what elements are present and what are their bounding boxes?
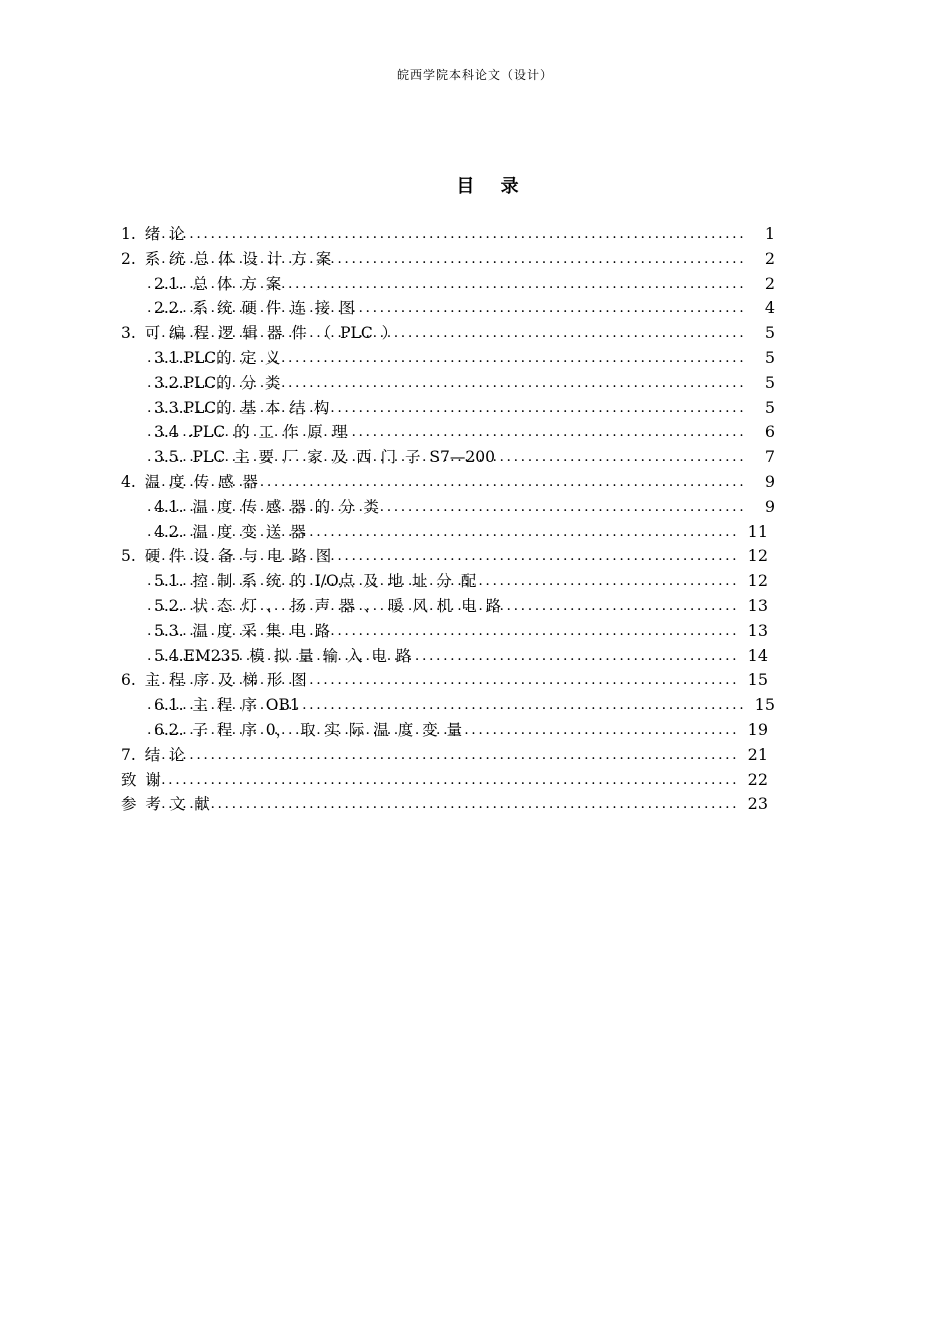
toc-entry-page: 7 [745,445,775,470]
toc-entry-label: 3.2.PLC的 分 类 [154,371,287,396]
toc-entry-label: 6. 主 程 序 及 梯 形 图 [121,668,313,693]
toc-entry-label: 5.3. 温 度 采 集 电 路 [154,619,336,644]
toc-entry[interactable] [121,792,781,817]
toc-entry[interactable] [121,569,781,594]
toc-entry-page: 14 [738,644,768,669]
toc-entry[interactable] [121,346,781,371]
toc-dot-leader [147,495,747,520]
toc-entry[interactable] [121,321,781,346]
toc-dot-leader [147,346,747,371]
toc-entry-label: 4.2. 温 度 变 送 器 [154,520,312,545]
toc-entry-label: 3.1.PLC的 定 义 [154,346,287,371]
page-header: 皖西学院本科论文（设计） [396,68,553,82]
toc-entry-label: 3.4 .PLC 的 工 作 原 理 [154,420,353,445]
toc-dot-leader [147,396,747,421]
toc-dot-leader [147,768,747,793]
toc-entry[interactable] [121,768,781,793]
toc-entry-label: 1. 绪 论 [121,222,191,247]
toc-entry-page: 15 [738,668,768,693]
toc-dot-leader [147,792,747,817]
toc-entry[interactable] [121,445,781,470]
toc-entry-page: 21 [738,743,768,768]
toc-entry-page: 12 [738,569,768,594]
toc-entry[interactable] [121,371,781,396]
toc-entry[interactable] [121,644,781,669]
toc-entry-label: 4. 温 度 传 感 器 [121,470,264,495]
toc-entry-label: 7. 结 论 [121,743,191,768]
toc-entry-page: 6 [745,420,775,445]
toc-entry[interactable] [121,222,781,247]
toc-entry-label: 2. 系 统 总 体 设 计 方 案 [121,247,337,272]
toc-dot-leader [147,668,747,693]
toc-entry-page: 2 [745,247,775,272]
toc-entry-label: 3. 可 编 程 逻 辑 器 件 （ PLC ） [121,321,403,346]
toc-entry-page: 9 [745,495,775,520]
toc-entry[interactable] [121,619,781,644]
table-of-contents [121,222,781,817]
toc-entry-label: 5.2. 状 态 灯 、 扬 声 器 、 暖 风 机 电 路 [154,594,507,619]
toc-entry-label: 致 谢 [121,768,167,793]
toc-entry-page: 13 [738,594,768,619]
toc-dot-leader [147,420,747,445]
toc-entry[interactable] [121,520,781,545]
toc-entry-page: 9 [745,470,775,495]
toc-dot-leader [147,371,747,396]
toc-dot-leader [147,718,747,743]
toc-entry-page: 23 [738,792,768,817]
toc-entry-label: 2.1. 总 体 方 案 [154,272,287,297]
toc-entry-page: 13 [738,619,768,644]
toc-entry-label: 参 考 文 献 [121,792,216,817]
toc-entry-page: 5 [745,346,775,371]
toc-entry[interactable] [121,420,781,445]
toc-entry-page: 4 [745,296,775,321]
toc-dot-leader [147,569,747,594]
toc-entry-label: 6.1. 主 程 序 OB1 [154,693,306,718]
toc-entry-label: 3.5. PLC 主 要 厂 家 及 西 门 子 S7—200 [154,445,501,470]
toc-entry[interactable] [121,718,781,743]
toc-dot-leader [147,222,747,247]
toc-entry-page: 5 [745,371,775,396]
toc-entry-page: 5 [745,396,775,421]
toc-dot-leader [147,644,747,669]
toc-dot-leader [147,520,747,545]
toc-dot-leader [147,693,747,718]
toc-dot-leader [147,743,747,768]
toc-dot-leader [147,296,747,321]
toc-entry[interactable] [121,247,781,272]
toc-dot-leader [147,272,747,297]
toc-entry-page: 2 [745,272,775,297]
toc-dot-leader [147,619,747,644]
toc-entry-label: 3.3.PLC的 基 本 结 构 [154,396,335,421]
toc-entry-label: 5.1. 控 制 系 统 的 I/O点 及 地 址 分 配 [154,569,482,594]
toc-entry-label: 6.2. 子 程 序 0， 取 实 际 温 度 变 量 [154,718,468,743]
toc-entry[interactable] [121,668,781,693]
toc-entry[interactable] [121,296,781,321]
toc-entry-page: 19 [738,718,768,743]
toc-entry-label: 4.1. 温 度 传 感 器 的 分 类 [154,495,385,520]
toc-dot-leader [147,544,747,569]
toc-entry-page: 15 [745,693,775,718]
toc-entry-page: 1 [745,222,775,247]
toc-entry[interactable] [121,272,781,297]
toc-entry-page: 5 [745,321,775,346]
toc-entry[interactable] [121,594,781,619]
toc-dot-leader [147,445,747,470]
toc-entry-page: 11 [738,520,768,545]
toc-dot-leader [147,321,747,346]
toc-title: 目 录 [456,176,529,197]
toc-dot-leader [147,470,747,495]
toc-entry-page: 12 [738,544,768,569]
toc-dot-leader [147,594,747,619]
toc-entry[interactable] [121,495,781,520]
toc-dot-leader [147,247,747,272]
toc-entry[interactable] [121,470,781,495]
toc-entry-label: 5.4.EM235 模 拟 量 输 入 电 路 [154,644,417,669]
toc-entry[interactable] [121,743,781,768]
toc-entry[interactable] [121,544,781,569]
toc-entry[interactable] [121,693,781,718]
toc-entry-page: 22 [738,768,768,793]
toc-entry-label: 2.2. 系 统 硬 件 连 接 图 [154,296,361,321]
toc-entry[interactable] [121,396,781,421]
toc-entry-label: 5. 硬 件 设 备 与 电 路 图 [121,544,337,569]
